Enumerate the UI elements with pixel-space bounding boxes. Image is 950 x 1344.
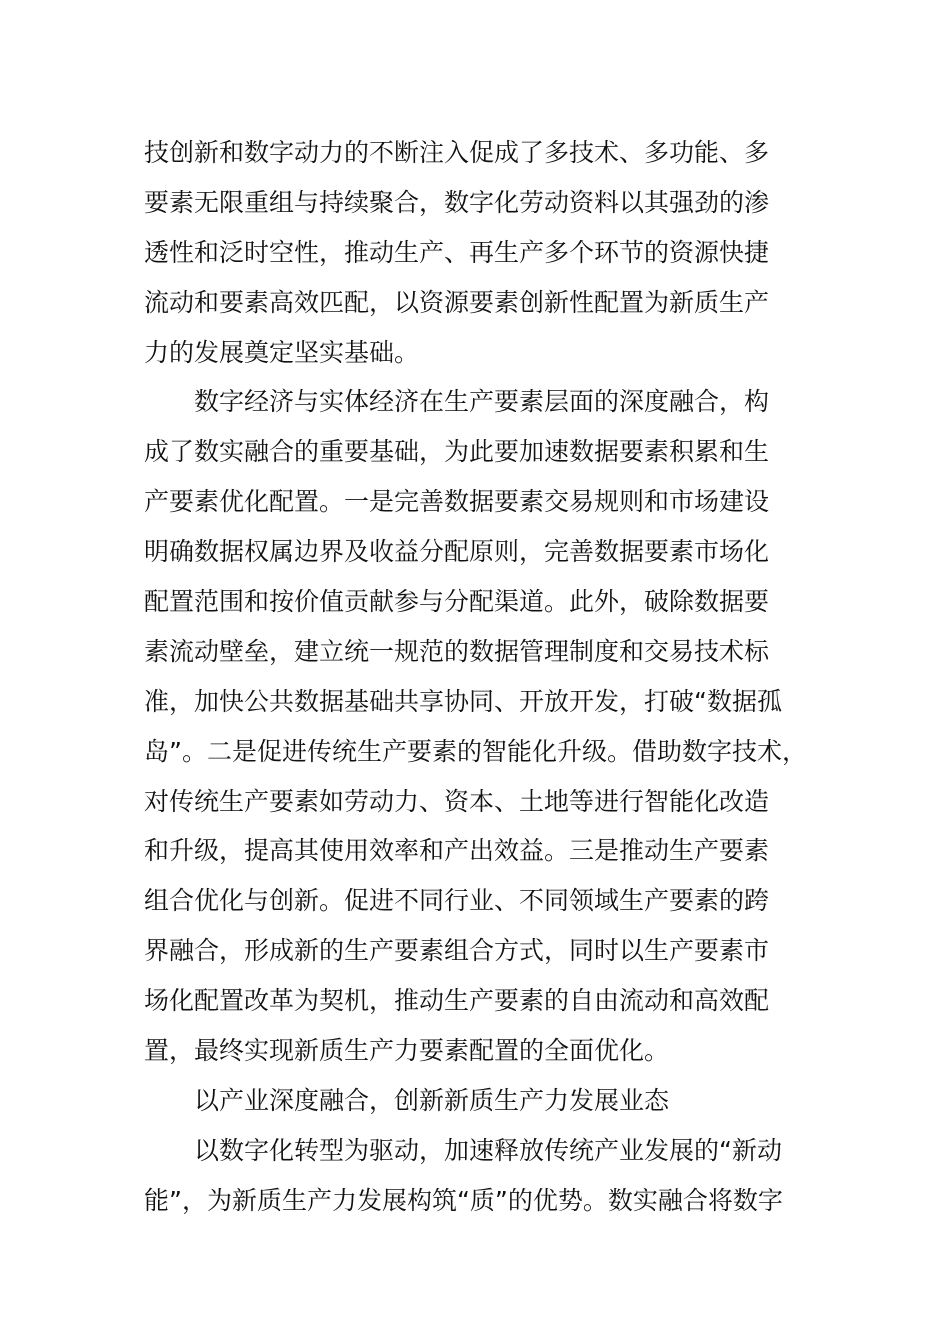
text-line: 对传统生产要素如劳动力、资本、土地等进行智能化改造	[144, 786, 770, 816]
text-line: 透性和泛时空性，推动生产、再生产多个环节的资源快捷	[144, 237, 770, 267]
text-line: 技创新和数字动力的不断注入促成了多技术、多功能、多	[144, 138, 770, 167]
text-line: 组合优化与创新。促进不同行业、不同领域生产要素的跨	[144, 886, 770, 916]
text-line: 素流动壁垒，建立统一规范的数据管理制度和交易技术标	[144, 636, 770, 666]
text-line: 置，最终实现新质生产力要素配置的全面优化。	[144, 1036, 670, 1066]
text-line: 场化配置改革为契机，推动生产要素的自由流动和高效配	[144, 986, 770, 1016]
text-line: 岛”。二是促进传统生产要素的智能化升级。借助数字技术，	[144, 736, 807, 766]
text-line: 成了数实融合的重要基础，为此要加速数据要素积累和生	[144, 437, 770, 467]
text-line: 配置范围和按价值贡献参与分配渠道。此外，破除数据要	[144, 587, 770, 617]
text-line: 要素无限重组与持续聚合，数字化劳动资料以其强劲的渗	[144, 187, 770, 217]
text-line: 数字经济与实体经济在生产要素层面的深度融合，构	[194, 387, 770, 417]
text-line: 明确数据权属边界及收益分配原则，完善数据要素市场化	[144, 537, 770, 567]
text-line: 准，加快公共数据基础共享协同、开放开发，打破“数据孤	[144, 686, 782, 716]
text-line: 以数字化转型为驱动，加速释放传统产业发展的“新动	[194, 1135, 782, 1165]
text-line: 产要素优化配置。一是完善数据要素交易规则和市场建设	[144, 487, 770, 517]
text-line: 以产业深度融合，创新新质生产力发展业态	[194, 1085, 670, 1115]
text-line: 力的发展奠定坚实基础。	[144, 337, 420, 367]
text-line: 能”，为新质生产力发展构筑“质”的优势。数实融合将数字	[144, 1185, 783, 1215]
body-text	[144, 128, 844, 1226]
text-line: 流动和要素高效匹配，以资源要素创新性配置为新质生产	[144, 287, 770, 317]
text-line: 界融合，形成新的生产要素组合方式，同时以生产要素市	[144, 936, 770, 966]
text-line: 和升级，提高其使用效率和产出效益。三是推动生产要素	[144, 836, 770, 866]
